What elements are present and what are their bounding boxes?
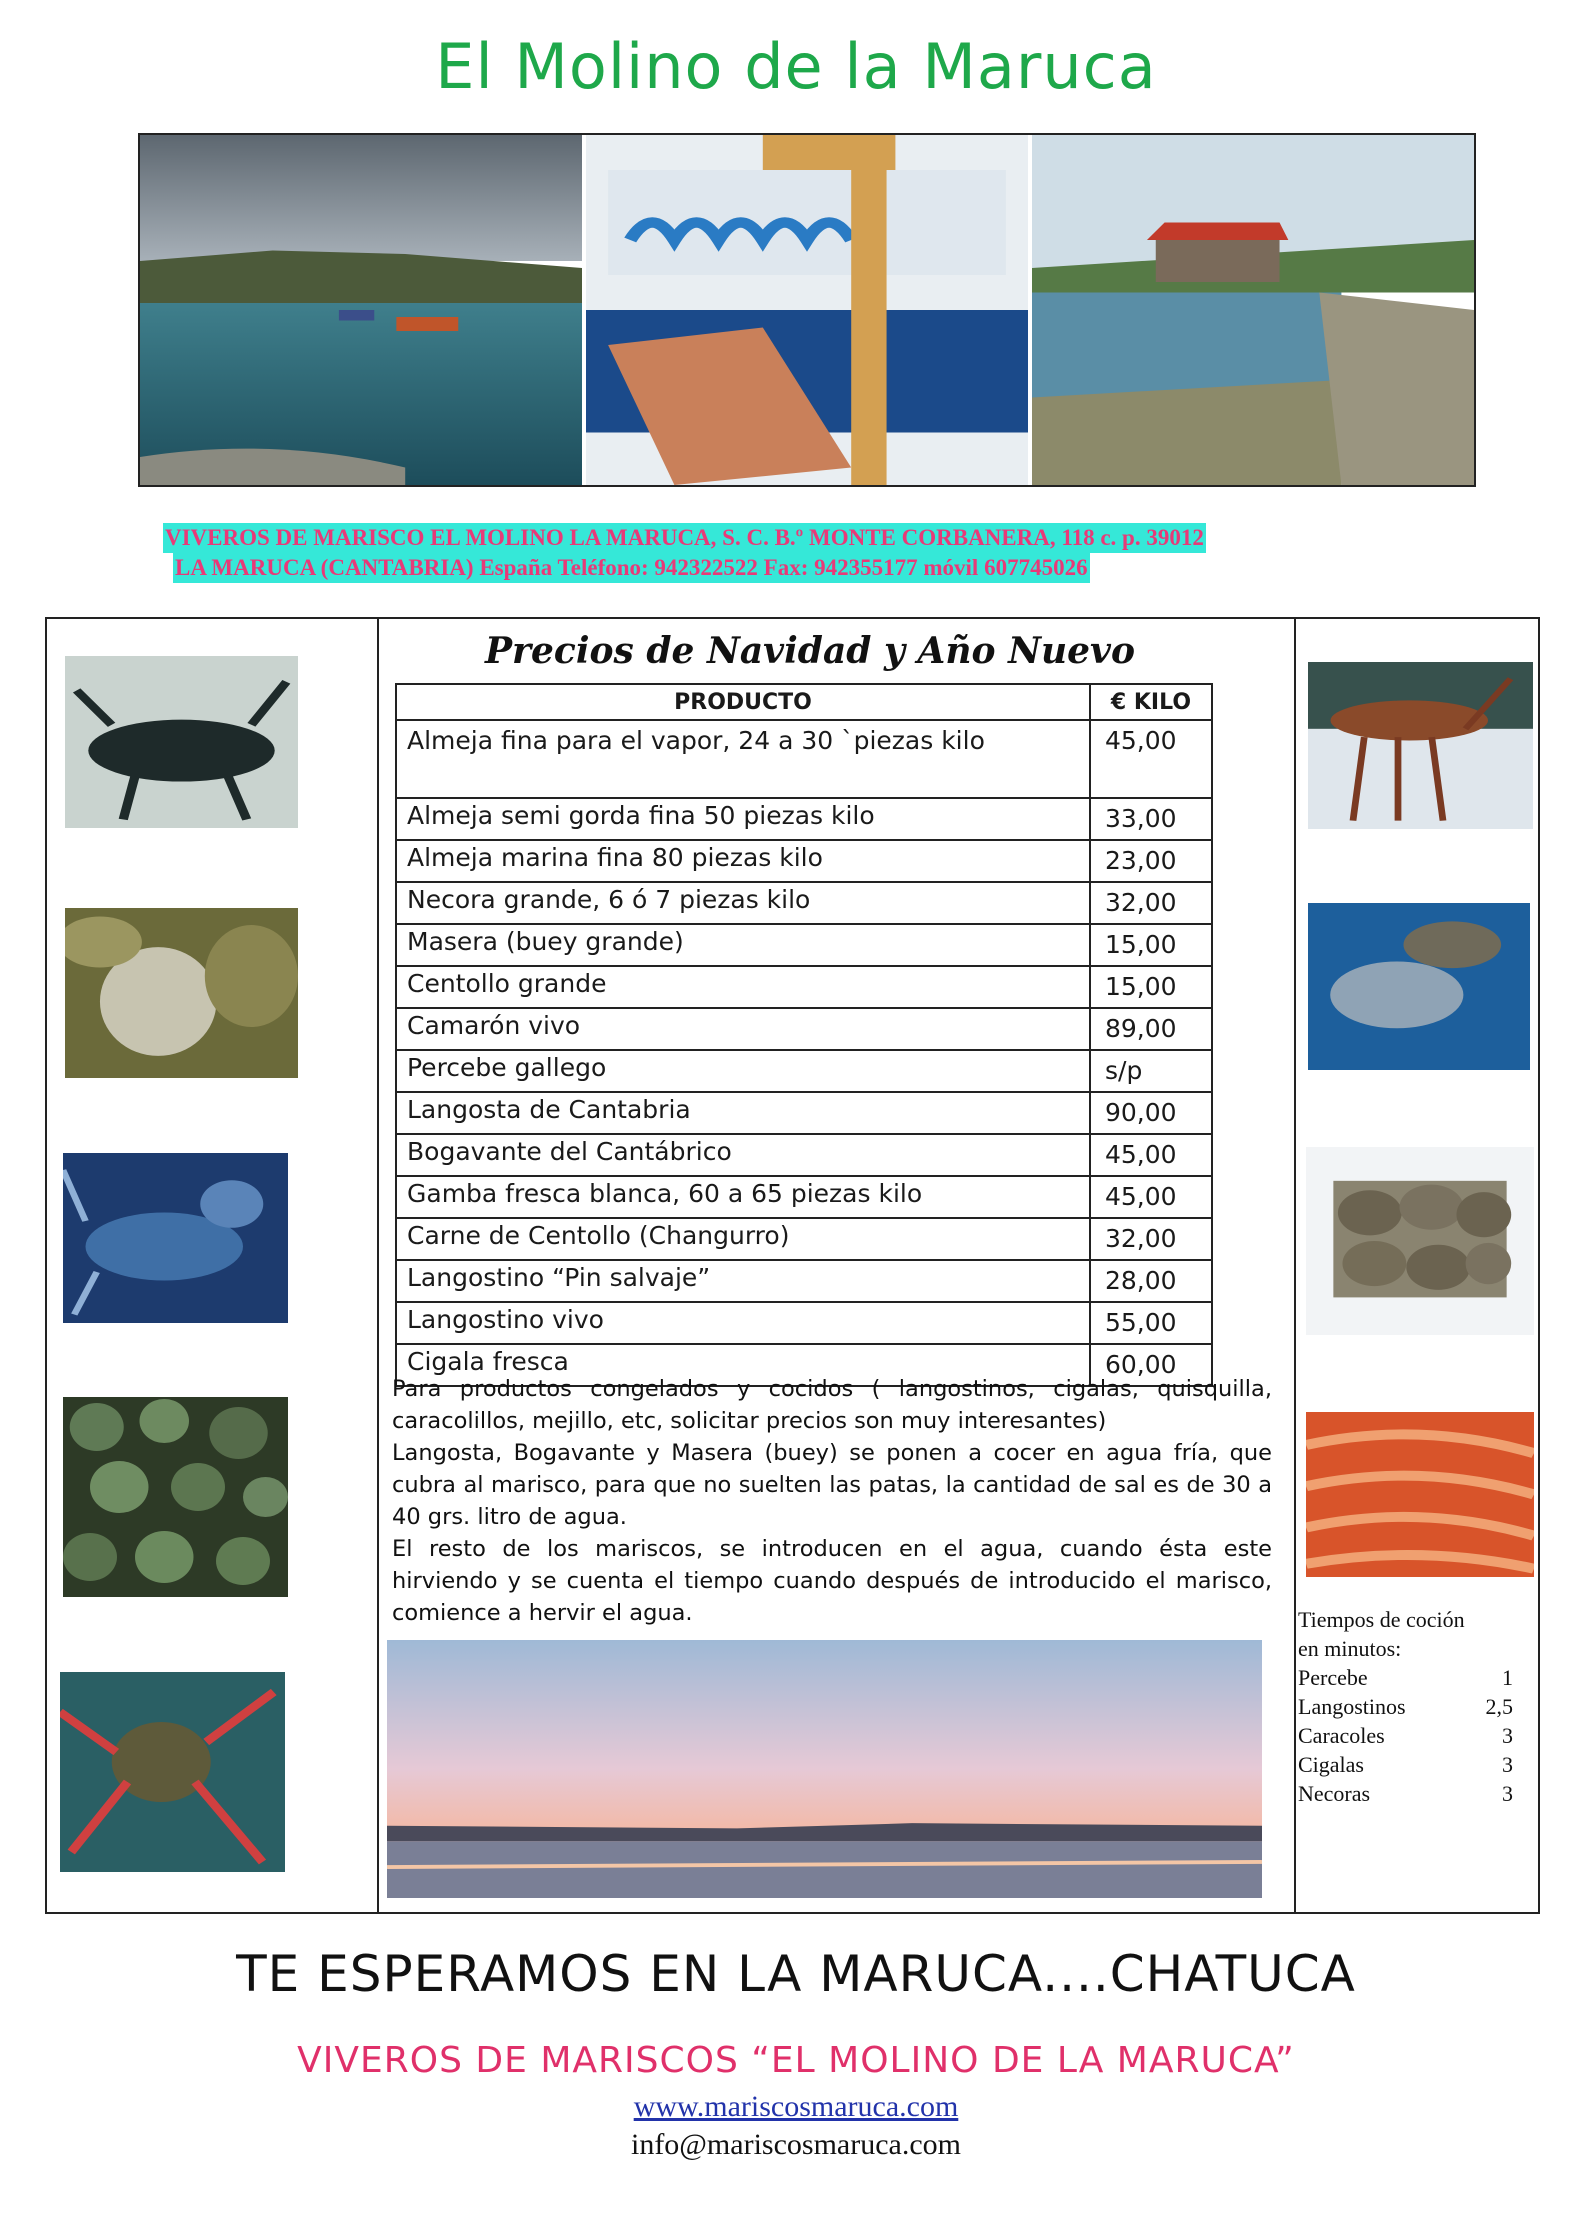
list-item xyxy=(1298,1721,1513,1750)
table-row xyxy=(396,840,1212,882)
product-name: Percebe gallego xyxy=(396,1050,1090,1092)
product-name: Langostino vivo xyxy=(396,1302,1090,1344)
product-price: 15,00 xyxy=(1090,924,1212,966)
spiny-lobster-photo xyxy=(1308,662,1533,829)
item-minutes: 3 xyxy=(1502,1781,1513,1806)
table-row xyxy=(396,1008,1212,1050)
clams-photo xyxy=(65,908,298,1078)
item-minutes: 3 xyxy=(1502,1723,1513,1748)
item-minutes: 1 xyxy=(1502,1665,1513,1690)
product-name: Camarón vivo xyxy=(396,1008,1090,1050)
product-name: Centollo grande xyxy=(396,966,1090,1008)
table-row xyxy=(396,798,1212,840)
product-price: 28,00 xyxy=(1090,1260,1212,1302)
page-title: El Molino de la Maruca xyxy=(435,30,1157,103)
table-row xyxy=(396,720,1212,798)
product-name: Masera (buey grande) xyxy=(396,924,1090,966)
product-price: s/p xyxy=(1090,1050,1212,1092)
contact-info xyxy=(163,523,1338,583)
product-name: Cigala fresca xyxy=(396,1344,1090,1386)
table-row xyxy=(396,1050,1212,1092)
list-item xyxy=(1298,1663,1513,1692)
cooking-times-subtitle: en minutos: xyxy=(1298,1636,1402,1661)
mill-photo xyxy=(1032,135,1474,485)
slogan: TE ESPERAMOS EN LA MARUCA....CHATUCA xyxy=(236,1945,1356,2003)
table-header-row xyxy=(396,684,1212,720)
prawns-photo xyxy=(1306,1412,1534,1577)
price-table xyxy=(395,683,1213,1387)
item-name: Necoras xyxy=(1298,1781,1371,1806)
item-name: Langostinos xyxy=(1298,1694,1406,1719)
table-row xyxy=(396,1134,1212,1176)
crab-photo xyxy=(1308,903,1530,1070)
product-price: 32,00 xyxy=(1090,882,1212,924)
sunset-photo xyxy=(387,1640,1262,1898)
note-frozen: Para productos congelados y cocidos ( langostinos, cigalas, quisquilla, caracolillos, mejillo, etc, solicitar precios son muy interesantes) xyxy=(392,1376,1272,1434)
cooking-notes xyxy=(392,1373,1272,1629)
lobster-photo xyxy=(65,656,298,828)
cooking-times xyxy=(1298,1605,1513,1808)
item-minutes: 2,5 xyxy=(1485,1694,1513,1719)
product-name: Langostino “Pin salvaje” xyxy=(396,1260,1090,1302)
email-address[interactable]: info@mariscosmaruca.com xyxy=(630,2128,961,2161)
product-price: 89,00 xyxy=(1090,1008,1212,1050)
product-price: 45,00 xyxy=(1090,720,1212,798)
product-price: 90,00 xyxy=(1090,1092,1212,1134)
product-price: 32,00 xyxy=(1090,1218,1212,1260)
tanks-photo xyxy=(586,135,1028,485)
contact-line-phones: LA MARUCA (CANTABRIA) España Teléfono: 942322522 Fax: 942355177 móvil 607745026 xyxy=(173,553,1090,583)
item-minutes: 3 xyxy=(1502,1752,1513,1777)
item-name: Cigalas xyxy=(1298,1752,1364,1777)
list-item xyxy=(1298,1750,1513,1779)
header-product: PRODUCTO xyxy=(396,684,1090,720)
header-price: € KILO xyxy=(1090,684,1212,720)
product-price: 23,00 xyxy=(1090,840,1212,882)
product-name: Gamba fresca blanca, 60 a 65 piezas kilo xyxy=(396,1176,1090,1218)
product-name: Necora grande, 6 ó 7 piezas kilo xyxy=(396,882,1090,924)
note-cold-water: Langosta, Bogavante y Masera (buey) se ponen a cocer en agua fría, que cubra al marisco, para que no suelten las patas, la cantidad de sal es de 30 a 40 grs. litro de agua. xyxy=(392,1440,1272,1530)
product-name: Carne de Centollo (Changurro) xyxy=(396,1218,1090,1260)
product-name: Langosta de Cantabria xyxy=(396,1092,1090,1134)
website-link[interactable]: www.mariscosmaruca.com xyxy=(633,2090,959,2123)
photo-strip xyxy=(138,133,1476,487)
spider-crab-photo xyxy=(60,1672,285,1872)
table-row xyxy=(396,966,1212,1008)
table-row xyxy=(396,1260,1212,1302)
product-name: Almeja fina para el vapor, 24 a 30 `piezas kilo xyxy=(396,720,1090,798)
product-price: 33,00 xyxy=(1090,798,1212,840)
list-item xyxy=(1298,1692,1513,1721)
item-name: Caracoles xyxy=(1298,1723,1385,1748)
table-row xyxy=(396,882,1212,924)
contact-line-address: VIVEROS DE MARISCO EL MOLINO LA MARUCA, S. C. B.º MONTE CORBANERA, 118 c. p. 39012 xyxy=(163,523,1206,553)
table-row xyxy=(396,1218,1212,1260)
product-price: 45,00 xyxy=(1090,1134,1212,1176)
product-price: 15,00 xyxy=(1090,966,1212,1008)
product-name: Almeja semi gorda fina 50 piezas kilo xyxy=(396,798,1090,840)
harbor-photo xyxy=(140,135,582,485)
oysters-photo xyxy=(1306,1147,1534,1335)
product-name: Bogavante del Cantábrico xyxy=(396,1134,1090,1176)
table-row xyxy=(396,1302,1212,1344)
price-list-title: Precios de Navidad y Año Nuevo xyxy=(484,630,1135,672)
company-name: VIVEROS DE MARISCOS “EL MOLINO DE LA MARUCA” xyxy=(297,2040,1295,2081)
item-name: Percebe xyxy=(1298,1665,1368,1690)
product-price: 45,00 xyxy=(1090,1176,1212,1218)
table-row xyxy=(396,1092,1212,1134)
snails-photo xyxy=(63,1397,288,1597)
product-name: Almeja marina fina 80 piezas kilo xyxy=(396,840,1090,882)
cooking-times-title: Tiempos de coción xyxy=(1298,1607,1465,1632)
product-price: 60,00 xyxy=(1090,1344,1212,1386)
table-row xyxy=(396,1176,1212,1218)
list-item xyxy=(1298,1779,1513,1808)
note-boiling-water: El resto de los mariscos, se introducen en el agua, cuando ésta este hirviendo y se cuenta el tiempo cuando después de introducido el marisco, comience a hervir el agua. xyxy=(392,1536,1272,1626)
table-row xyxy=(396,924,1212,966)
product-price: 55,00 xyxy=(1090,1302,1212,1344)
blue-lobster-photo xyxy=(63,1153,288,1323)
